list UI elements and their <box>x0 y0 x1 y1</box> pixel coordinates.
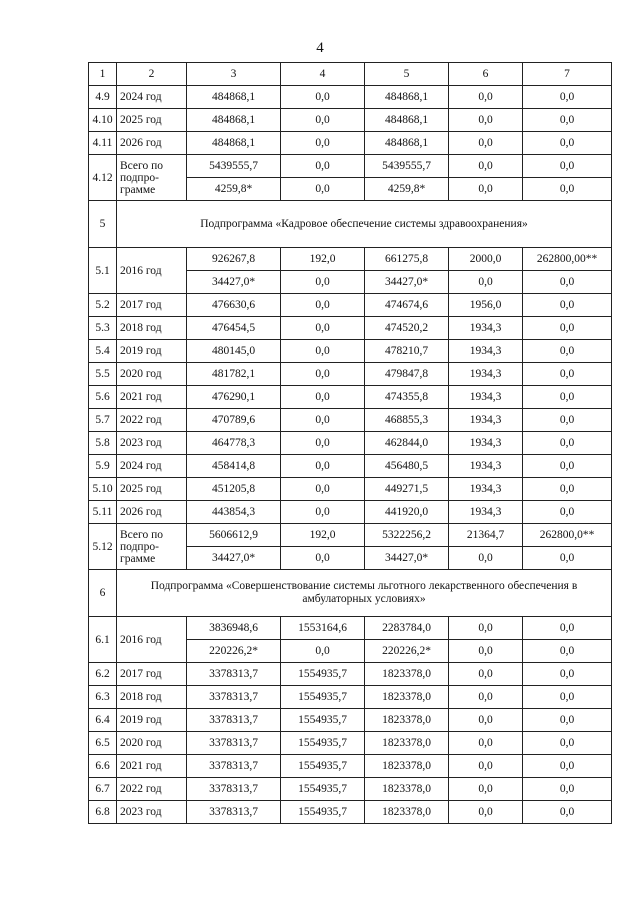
table-body <box>89 63 612 824</box>
row-number-cell: 6.8 <box>89 801 117 824</box>
value-cell: 0,0 <box>281 547 365 570</box>
value-cell: 1823378,0 <box>365 755 449 778</box>
value-cell: 484868,1 <box>187 86 281 109</box>
table-row <box>89 732 612 755</box>
value-cell: 5606612,9 <box>187 524 281 547</box>
table-row <box>89 363 612 386</box>
table-row <box>89 663 612 686</box>
header-cell: 5 <box>365 63 449 86</box>
value-cell: 262800,0** <box>523 524 612 547</box>
value-cell: 0,0 <box>449 686 523 709</box>
table-row <box>89 294 612 317</box>
page-number: 4 <box>316 40 324 56</box>
table-row <box>89 248 612 271</box>
row-number-cell: 5.3 <box>89 317 117 340</box>
value-cell: 1934,3 <box>449 340 523 363</box>
section-number-cell: 6 <box>89 570 117 617</box>
value-cell: 0,0 <box>523 663 612 686</box>
table-row <box>89 801 612 824</box>
table-row <box>89 755 612 778</box>
table-row <box>89 132 612 155</box>
header-cell: 7 <box>523 63 612 86</box>
row-label-cell: 2025 год <box>117 478 187 501</box>
header-cell: 2 <box>117 63 187 86</box>
header-cell: 3 <box>187 63 281 86</box>
value-cell: 0,0 <box>449 547 523 570</box>
value-cell: 1934,3 <box>449 317 523 340</box>
value-cell: 1823378,0 <box>365 709 449 732</box>
value-cell: 1554935,7 <box>281 801 365 824</box>
value-cell: 1823378,0 <box>365 686 449 709</box>
row-label-cell: 2021 год <box>117 386 187 409</box>
value-cell: 34427,0* <box>187 547 281 570</box>
row-number-cell: 6.7 <box>89 778 117 801</box>
value-cell: 5439555,7 <box>187 155 281 178</box>
row-label-cell: 2024 год <box>117 455 187 478</box>
row-number-cell: 6.2 <box>89 663 117 686</box>
value-cell: 441920,0 <box>365 501 449 524</box>
table-row <box>89 409 612 432</box>
header-cell: 4 <box>281 63 365 86</box>
value-cell: 0,0 <box>523 455 612 478</box>
value-cell: 0,0 <box>523 294 612 317</box>
row-number-cell: 6.6 <box>89 755 117 778</box>
value-cell: 0,0 <box>449 640 523 663</box>
value-cell: 476454,5 <box>187 317 281 340</box>
header-cell: 6 <box>449 63 523 86</box>
value-cell: 21364,7 <box>449 524 523 547</box>
row-number-cell: 5.9 <box>89 455 117 478</box>
value-cell: 484868,1 <box>365 86 449 109</box>
row-label-cell: Всего по подпро-грамме <box>117 524 187 570</box>
value-cell: 3378313,7 <box>187 778 281 801</box>
row-label-cell: 2025 год <box>117 109 187 132</box>
row-label-cell: 2021 год <box>117 755 187 778</box>
value-cell: 1823378,0 <box>365 801 449 824</box>
value-cell: 0,0 <box>449 778 523 801</box>
value-cell: 2000,0 <box>449 248 523 271</box>
value-cell: 3378313,7 <box>187 801 281 824</box>
value-cell: 0,0 <box>449 755 523 778</box>
row-number-cell: 5.5 <box>89 363 117 386</box>
value-cell: 661275,8 <box>365 248 449 271</box>
value-cell: 1934,3 <box>449 455 523 478</box>
value-cell: 474355,8 <box>365 386 449 409</box>
table-row <box>89 524 612 547</box>
row-label-cell: 2022 год <box>117 409 187 432</box>
header-cell: 1 <box>89 63 117 86</box>
value-cell: 1934,3 <box>449 409 523 432</box>
value-cell: 0,0 <box>281 640 365 663</box>
value-cell: 1554935,7 <box>281 709 365 732</box>
row-label-cell: 2020 год <box>117 732 187 755</box>
value-cell: 456480,5 <box>365 455 449 478</box>
value-cell: 1823378,0 <box>365 732 449 755</box>
value-cell: 0,0 <box>523 86 612 109</box>
value-cell: 0,0 <box>281 155 365 178</box>
row-label-cell: 2022 год <box>117 778 187 801</box>
section-row <box>89 201 612 248</box>
value-cell: 3836948,6 <box>187 617 281 640</box>
value-cell: 3378313,7 <box>187 755 281 778</box>
value-cell: 468855,3 <box>365 409 449 432</box>
value-cell: 0,0 <box>523 686 612 709</box>
value-cell: 0,0 <box>523 801 612 824</box>
value-cell: 0,0 <box>281 455 365 478</box>
value-cell: 0,0 <box>523 109 612 132</box>
value-cell: 480145,0 <box>187 340 281 363</box>
value-cell: 0,0 <box>281 340 365 363</box>
table-row <box>89 778 612 801</box>
value-cell: 0,0 <box>523 709 612 732</box>
row-number-cell: 5.4 <box>89 340 117 363</box>
row-number-cell: 4.11 <box>89 132 117 155</box>
value-cell: 3378313,7 <box>187 709 281 732</box>
row-label-cell: 2020 год <box>117 363 187 386</box>
value-cell: 0,0 <box>523 755 612 778</box>
value-cell: 2283784,0 <box>365 617 449 640</box>
table-row <box>89 501 612 524</box>
value-cell: 484868,1 <box>187 109 281 132</box>
value-cell: 0,0 <box>449 132 523 155</box>
value-cell: 484868,1 <box>365 109 449 132</box>
value-cell: 474520,2 <box>365 317 449 340</box>
value-cell: 0,0 <box>523 640 612 663</box>
value-cell: 0,0 <box>449 663 523 686</box>
row-number-cell: 5.1 <box>89 248 117 294</box>
budget-table <box>88 62 612 824</box>
value-cell: 4259,8* <box>365 178 449 201</box>
value-cell: 1553164,6 <box>281 617 365 640</box>
value-cell: 4259,8* <box>187 178 281 201</box>
value-cell: 462844,0 <box>365 432 449 455</box>
value-cell: 0,0 <box>523 317 612 340</box>
value-cell: 0,0 <box>281 132 365 155</box>
value-cell: 0,0 <box>449 617 523 640</box>
table-row <box>89 386 612 409</box>
value-cell: 0,0 <box>281 271 365 294</box>
table-header-row <box>89 63 612 86</box>
value-cell: 0,0 <box>281 409 365 432</box>
table-row <box>89 317 612 340</box>
value-cell: 34427,0* <box>365 547 449 570</box>
value-cell: 3378313,7 <box>187 686 281 709</box>
value-cell: 1934,3 <box>449 386 523 409</box>
value-cell: 479847,8 <box>365 363 449 386</box>
value-cell: 0,0 <box>449 109 523 132</box>
value-cell: 0,0 <box>281 178 365 201</box>
value-cell: 484868,1 <box>365 132 449 155</box>
row-label-cell: 2018 год <box>117 317 187 340</box>
row-label-cell: 2023 год <box>117 432 187 455</box>
value-cell: 0,0 <box>523 340 612 363</box>
value-cell: 3378313,7 <box>187 663 281 686</box>
value-cell: 0,0 <box>523 409 612 432</box>
row-label-cell: 2018 год <box>117 686 187 709</box>
table-row <box>89 686 612 709</box>
value-cell: 0,0 <box>523 155 612 178</box>
value-cell: 470789,6 <box>187 409 281 432</box>
section-number-cell: 5 <box>89 201 117 248</box>
table-row <box>89 340 612 363</box>
row-number-cell: 6.3 <box>89 686 117 709</box>
row-number-cell: 5.12 <box>89 524 117 570</box>
section-title-cell: Подпрограмма «Совершенствование системы льготного лекарственного обеспечения в амбулаторных условиях» <box>117 570 612 617</box>
value-cell: 1554935,7 <box>281 663 365 686</box>
value-cell: 0,0 <box>281 432 365 455</box>
row-number-cell: 5.6 <box>89 386 117 409</box>
row-number-cell: 6.1 <box>89 617 117 663</box>
value-cell: 484868,1 <box>187 132 281 155</box>
row-label-cell: 2016 год <box>117 617 187 663</box>
value-cell: 0,0 <box>449 178 523 201</box>
value-cell: 0,0 <box>449 271 523 294</box>
value-cell: 0,0 <box>281 363 365 386</box>
row-number-cell: 4.10 <box>89 109 117 132</box>
value-cell: 0,0 <box>523 778 612 801</box>
value-cell: 1956,0 <box>449 294 523 317</box>
value-cell: 0,0 <box>523 732 612 755</box>
table-row <box>89 455 612 478</box>
value-cell: 474674,6 <box>365 294 449 317</box>
table-row <box>89 155 612 178</box>
value-cell: 0,0 <box>523 178 612 201</box>
value-cell: 0,0 <box>449 155 523 178</box>
row-number-cell: 5.7 <box>89 409 117 432</box>
value-cell: 0,0 <box>523 132 612 155</box>
value-cell: 478210,7 <box>365 340 449 363</box>
value-cell: 1554935,7 <box>281 755 365 778</box>
row-label-cell: 2017 год <box>117 294 187 317</box>
row-number-cell: 6.5 <box>89 732 117 755</box>
value-cell: 192,0 <box>281 524 365 547</box>
row-label-cell: 2023 год <box>117 801 187 824</box>
value-cell: 1823378,0 <box>365 778 449 801</box>
value-cell: 0,0 <box>449 801 523 824</box>
value-cell: 34427,0* <box>187 271 281 294</box>
value-cell: 0,0 <box>281 478 365 501</box>
value-cell: 34427,0* <box>365 271 449 294</box>
value-cell: 5322256,2 <box>365 524 449 547</box>
row-number-cell: 4.12 <box>89 155 117 201</box>
value-cell: 0,0 <box>281 501 365 524</box>
row-number-cell: 5.2 <box>89 294 117 317</box>
value-cell: 0,0 <box>449 86 523 109</box>
table-row <box>89 432 612 455</box>
value-cell: 5439555,7 <box>365 155 449 178</box>
value-cell: 0,0 <box>523 386 612 409</box>
row-number-cell: 5.8 <box>89 432 117 455</box>
value-cell: 220226,2* <box>365 640 449 663</box>
value-cell: 0,0 <box>281 386 365 409</box>
value-cell: 1934,3 <box>449 432 523 455</box>
section-title-cell: Подпрограмма «Кадровое обеспечение системы здравоохранения» <box>117 201 612 248</box>
value-cell: 0,0 <box>523 271 612 294</box>
value-cell: 0,0 <box>523 478 612 501</box>
value-cell: 926267,8 <box>187 248 281 271</box>
value-cell: 0,0 <box>281 109 365 132</box>
value-cell: 0,0 <box>523 432 612 455</box>
value-cell: 443854,3 <box>187 501 281 524</box>
table-row <box>89 709 612 732</box>
value-cell: 0,0 <box>449 732 523 755</box>
value-cell: 0,0 <box>449 709 523 732</box>
table-row <box>89 86 612 109</box>
value-cell: 464778,3 <box>187 432 281 455</box>
value-cell: 220226,2* <box>187 640 281 663</box>
row-label-cell: 2026 год <box>117 132 187 155</box>
table-row <box>89 109 612 132</box>
value-cell: 0,0 <box>281 317 365 340</box>
row-number-cell: 4.9 <box>89 86 117 109</box>
value-cell: 0,0 <box>523 363 612 386</box>
row-label-cell: Всего по подпро-грамме <box>117 155 187 201</box>
row-number-cell: 6.4 <box>89 709 117 732</box>
value-cell: 1554935,7 <box>281 778 365 801</box>
value-cell: 451205,8 <box>187 478 281 501</box>
value-cell: 3378313,7 <box>187 732 281 755</box>
row-number-cell: 5.11 <box>89 501 117 524</box>
value-cell: 476290,1 <box>187 386 281 409</box>
value-cell: 1934,3 <box>449 501 523 524</box>
value-cell: 1934,3 <box>449 363 523 386</box>
value-cell: 0,0 <box>523 547 612 570</box>
value-cell: 481782,1 <box>187 363 281 386</box>
row-label-cell: 2016 год <box>117 248 187 294</box>
row-label-cell: 2026 год <box>117 501 187 524</box>
row-label-cell: 2019 год <box>117 709 187 732</box>
table-row <box>89 617 612 640</box>
value-cell: 476630,6 <box>187 294 281 317</box>
value-cell: 0,0 <box>523 617 612 640</box>
value-cell: 449271,5 <box>365 478 449 501</box>
value-cell: 1823378,0 <box>365 663 449 686</box>
value-cell: 0,0 <box>281 86 365 109</box>
value-cell: 1554935,7 <box>281 732 365 755</box>
value-cell: 192,0 <box>281 248 365 271</box>
value-cell: 0,0 <box>281 294 365 317</box>
row-label-cell: 2019 год <box>117 340 187 363</box>
value-cell: 1554935,7 <box>281 686 365 709</box>
row-number-cell: 5.10 <box>89 478 117 501</box>
table-row <box>89 478 612 501</box>
value-cell: 1934,3 <box>449 478 523 501</box>
row-label-cell: 2024 год <box>117 86 187 109</box>
value-cell: 458414,8 <box>187 455 281 478</box>
value-cell: 262800,00** <box>523 248 612 271</box>
section-row <box>89 570 612 617</box>
row-label-cell: 2017 год <box>117 663 187 686</box>
value-cell: 0,0 <box>523 501 612 524</box>
